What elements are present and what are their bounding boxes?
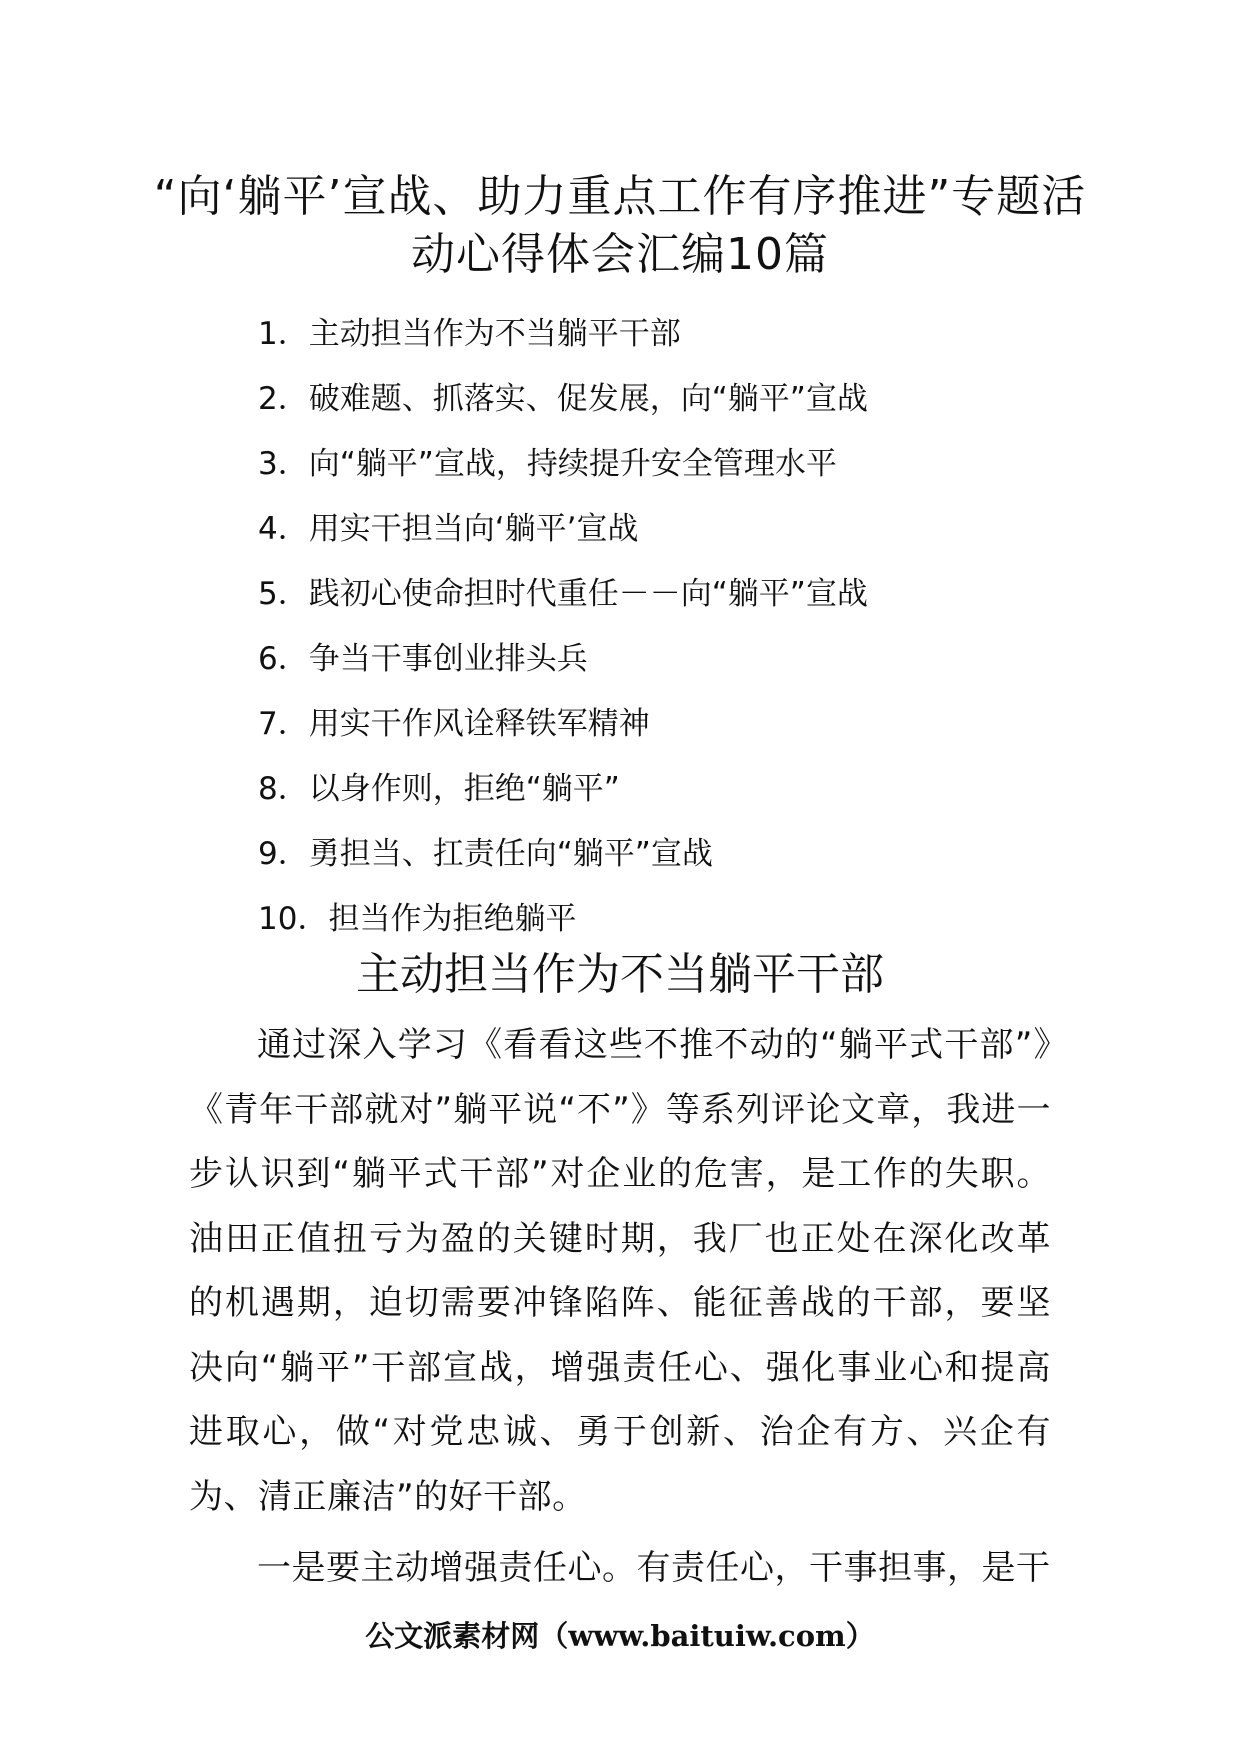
toc-item: 2．破难题、抓落实、促发展，向“躺平”宣战 (258, 381, 868, 417)
document-title: “向‘躺平’宣战、助力重点工作有序推进”专题活动心得体会汇编10篇 (153, 171, 1087, 280)
toc-item: 1．主动担当作为不当躺平干部 (258, 316, 681, 352)
section-title: 主动担当作为不当躺平干部 (356, 949, 884, 1000)
toc-item: 10．担当作为拒绝躺平 (258, 901, 577, 937)
table-of-contents (258, 302, 868, 952)
toc-item: 9．勇担当、扛责任向“躺平”宣战 (258, 836, 713, 872)
toc-item: 8．以身作则，拒绝“躺平” (258, 771, 620, 807)
toc-item: 4．用实干担当向‘躺平’宣战 (258, 511, 639, 547)
toc-item: 6．争当干事创业排头兵 (258, 641, 588, 677)
toc-item: 3．向“躺平”宣战，持续提升安全管理水平 (258, 446, 837, 482)
toc-item: 7．用实干作风诠释铁军精神 (258, 706, 650, 742)
footer-watermark: 公文派素材网（www.baituiw.com） (365, 1619, 875, 1653)
body-paragraph: 通过深入学习《看看这些不推不动的“躺平式干部”》《青年干部就对”躺平说“不”》等系列评论文章，我进一步认识到“躺平式干部”对企业的危害，是工作的失职。油田正值扭亏为盈的关键时期，我厂也正处在深化改革的机遇期，迫切需要冲锋陷阵、能征善战的干部，要坚决向“躺平”干部宣战，增强责任心、强化事业心和提高进取心，做“对党忠诚、勇于创新、治企有方、兴企有为、清正廉洁”的好干部。 (189, 1025, 1051, 1517)
toc-item: 5．践初心使命担时代重任－－向“躺平”宣战 (258, 576, 868, 612)
body-paragraph: 一是要主动增强责任心。有责任心，干事担事，是干 (257, 1548, 1051, 1588)
